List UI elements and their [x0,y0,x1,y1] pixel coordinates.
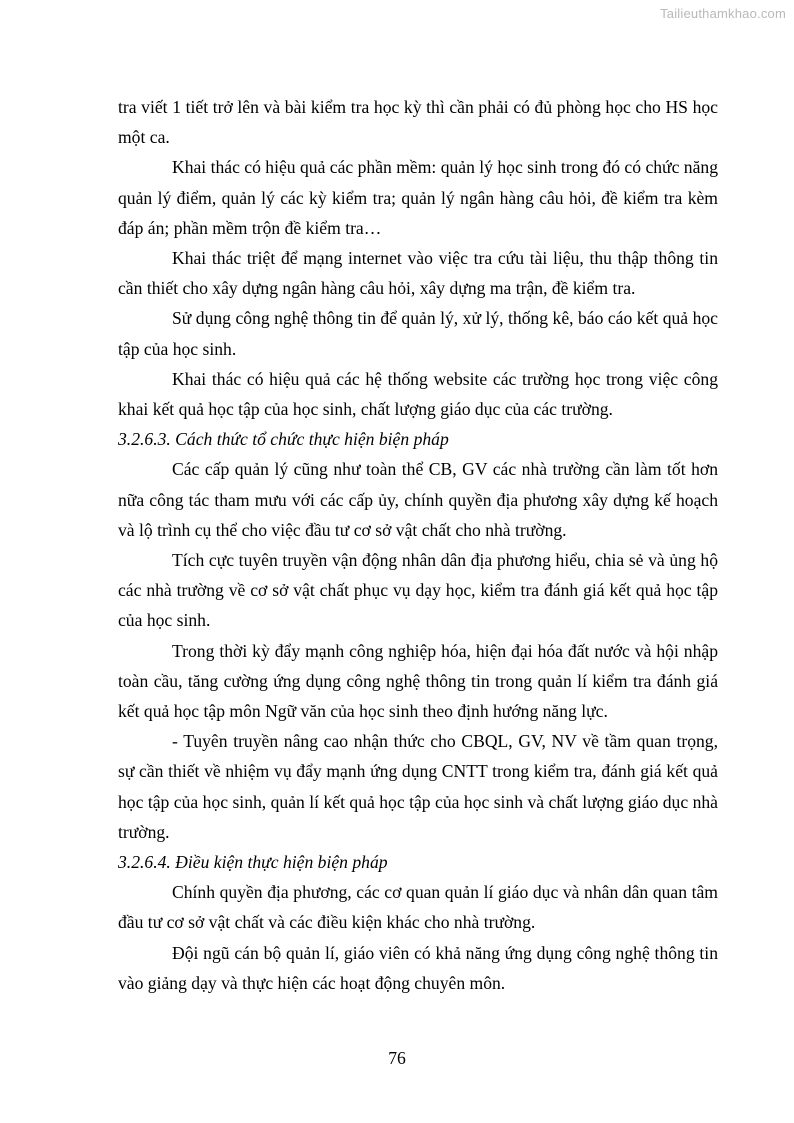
paragraph-software: Khai thác có hiệu quả các phần mềm: quản lý học sinh trong đó có chức năng quản lý điểm, quản lý các kỳ kiểm tra; quản lý ngân hàng câu hỏi, đề kiểm tra kèm đáp án; phần mềm trộn đề kiểm tra… [118,157,718,238]
section-2-paragraph: Đội ngũ cán bộ quản lí, giáo viên có khả năng ứng dụng công nghệ thông tin vào giảng dạy và thực hiện các hoạt động chuyên môn. [118,942,718,993]
paragraph-internet: Khai thác triệt để mạng internet vào việc tra cứu tài liệu, thu thập thông tin cần thiết cho xây dựng ngân hàng câu hỏi, xây dựng ma trận, đề kiểm tra. [118,248,718,299]
section-1-paragraph: Tích cực tuyên truyền vận động nhân dân địa phương hiểu, chia sẻ và ủng hộ các nhà trường về cơ sở vật chất phục vụ dạy học, kiểm tra đánh giá kết quả học tập của học sinh. [118,550,718,631]
section-1-paragraph: Các cấp quản lý cũng như toàn thể CB, GV các nhà trường cần làm tốt hơn nữa công tác tham mưu với các cấp ủy, chính quyền địa phương xây dựng kế hoạch và lộ trình cụ thể cho việc đầu tư cơ sở vật chất cho nhà trường. [118,459,718,540]
section-heading-3-2-6-4: 3.2.6.4. Điều kiện thực hiện biện pháp [118,852,388,873]
page-number: 76 [388,1048,406,1068]
page-body [118,92,718,998]
section-1-bullet: - Tuyên truyền nâng cao nhận thức cho CBQL, GV, NV về tầm quan trọng, sự cần thiết về nhiệm vụ đẩy mạnh ứng dụng CNTT trong kiểm tra, đánh giá kết quả học tập của học sinh, quản lí kết quả học tập của học sinh và chất lượng giáo dục nhà trường. [118,731,718,842]
paragraph-websites: Khai thác có hiệu quả các hệ thống website các trường học trong việc công khai kết quả học tập của học sinh, chất lượng giáo dục của các trường. [118,368,718,420]
section-heading-3-2-6-3: 3.2.6.3. Cách thức tổ chức thực hiện biện pháp [118,429,449,450]
watermark: Tailieuthamkhao.com [660,6,786,21]
section-1-paragraph: Trong thời kỳ đẩy mạnh công nghiệp hóa, hiện đại hóa đất nước và hội nhập toàn cầu, tăng cường ứng dụng công nghệ thông tin trong quản lí kiểm tra đánh giá kết quả học tập môn Ngữ văn của học sinh theo định hướng năng lực. [118,640,718,722]
section-2-paragraph: Chính quyền địa phương, các cơ quan quản lí giáo dục và nhân dân quan tâm đầu tư cơ sở vật chất và các điều kiện khác cho nhà trường. [118,882,718,933]
paragraph-continued: tra viết 1 tiết trở lên và bài kiểm tra học kỳ thì cần phải có đủ phòng học cho HS học một ca. [118,97,718,148]
paragraph-it-management: Sử dụng công nghệ thông tin để quản lý, xử lý, thống kê, báo cáo kết quả học tập của học sinh. [118,308,718,359]
